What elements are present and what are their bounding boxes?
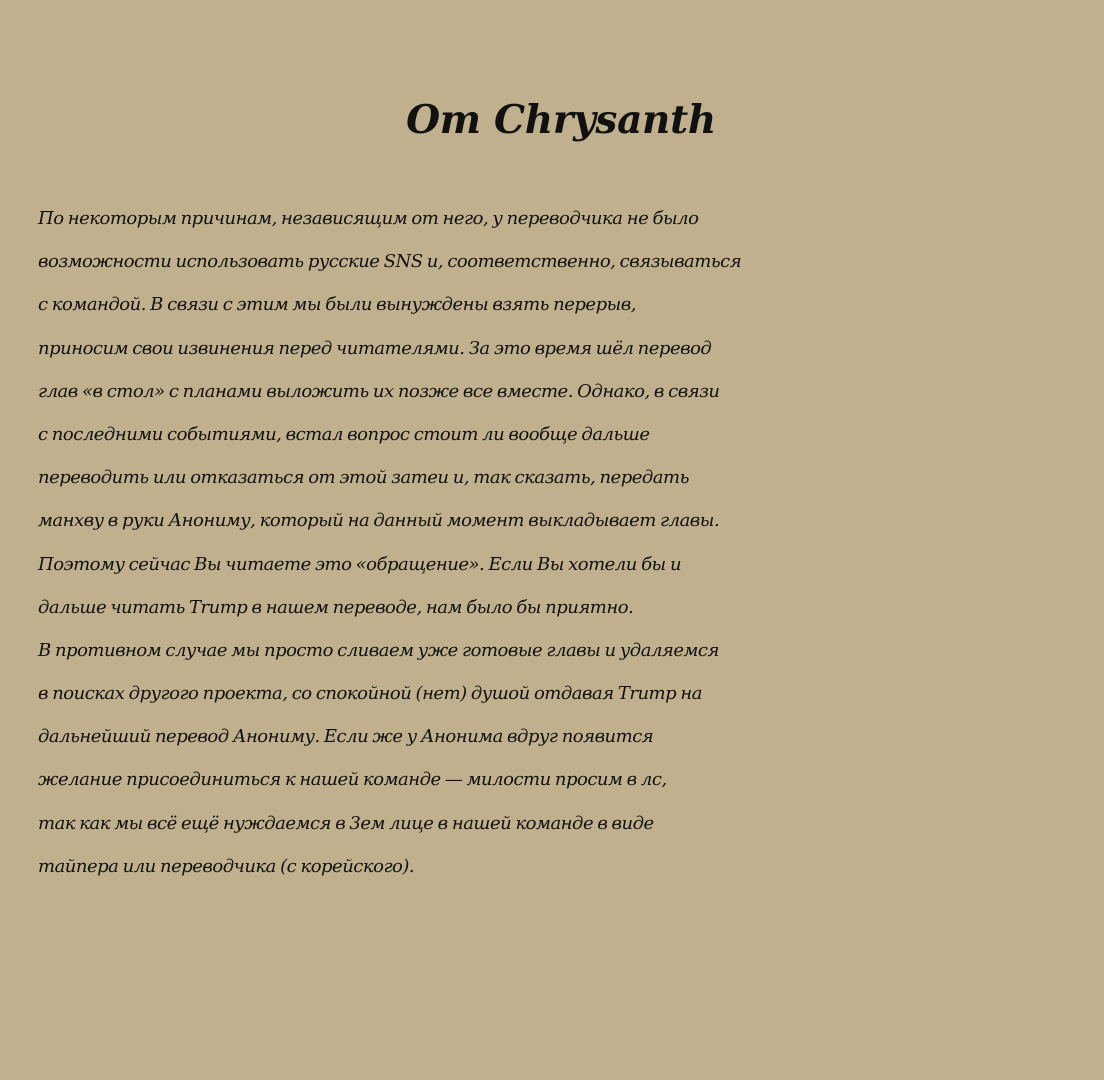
body-line: глав «в стол» с планами выложить их позже все вместе. Однако, в связи xyxy=(38,380,720,402)
body-line: дальнейший перевод Анониму. Если же у Анонима вдруг появится xyxy=(38,726,654,748)
body-line: По некоторым причинам, независящим от него, у переводчика не было xyxy=(38,208,699,229)
announcement-body xyxy=(38,197,1100,888)
body-line: так как мы всё ещё нуждаемся в 3ем лице в нашей команде в виде xyxy=(38,812,654,834)
body-line: с последними событиями, встал вопрос стоит ли вообще дальше xyxy=(38,423,650,445)
body-line: В противном случае мы просто сливаем уже готовые главы и удаляемся xyxy=(38,639,719,661)
body-line: дальше читать Trump в нашем переводе, нам было бы приятно. xyxy=(38,596,634,618)
body-line: приносим свои извинения перед читателями. За это время шёл перевод xyxy=(38,337,712,359)
page-title: От Chrysanth xyxy=(406,97,716,143)
body-line: с командой. В связи с этим мы были вынуждены взять перерыв, xyxy=(38,294,636,316)
body-line: тайпера или переводчика (с корейского). xyxy=(38,855,415,877)
body-line: манхву в руки Анониму, который на данный момент выкладывает главы. xyxy=(38,510,720,532)
body-line: возможности использовать русские SNS и, соответственно, связываться xyxy=(38,251,742,273)
body-line: Поэтому сейчас Вы читаете это «обращение». Если Вы хотели бы и xyxy=(38,553,682,575)
body-line: в поисках другого проекта, со спокойной (нет) душой отдавая Trump на xyxy=(38,683,702,705)
body-line: переводить или отказаться от этой затеи и, так сказать, передать xyxy=(38,467,689,489)
body-line: желание присоединиться к нашей команде — милости просим в лс, xyxy=(38,769,667,791)
